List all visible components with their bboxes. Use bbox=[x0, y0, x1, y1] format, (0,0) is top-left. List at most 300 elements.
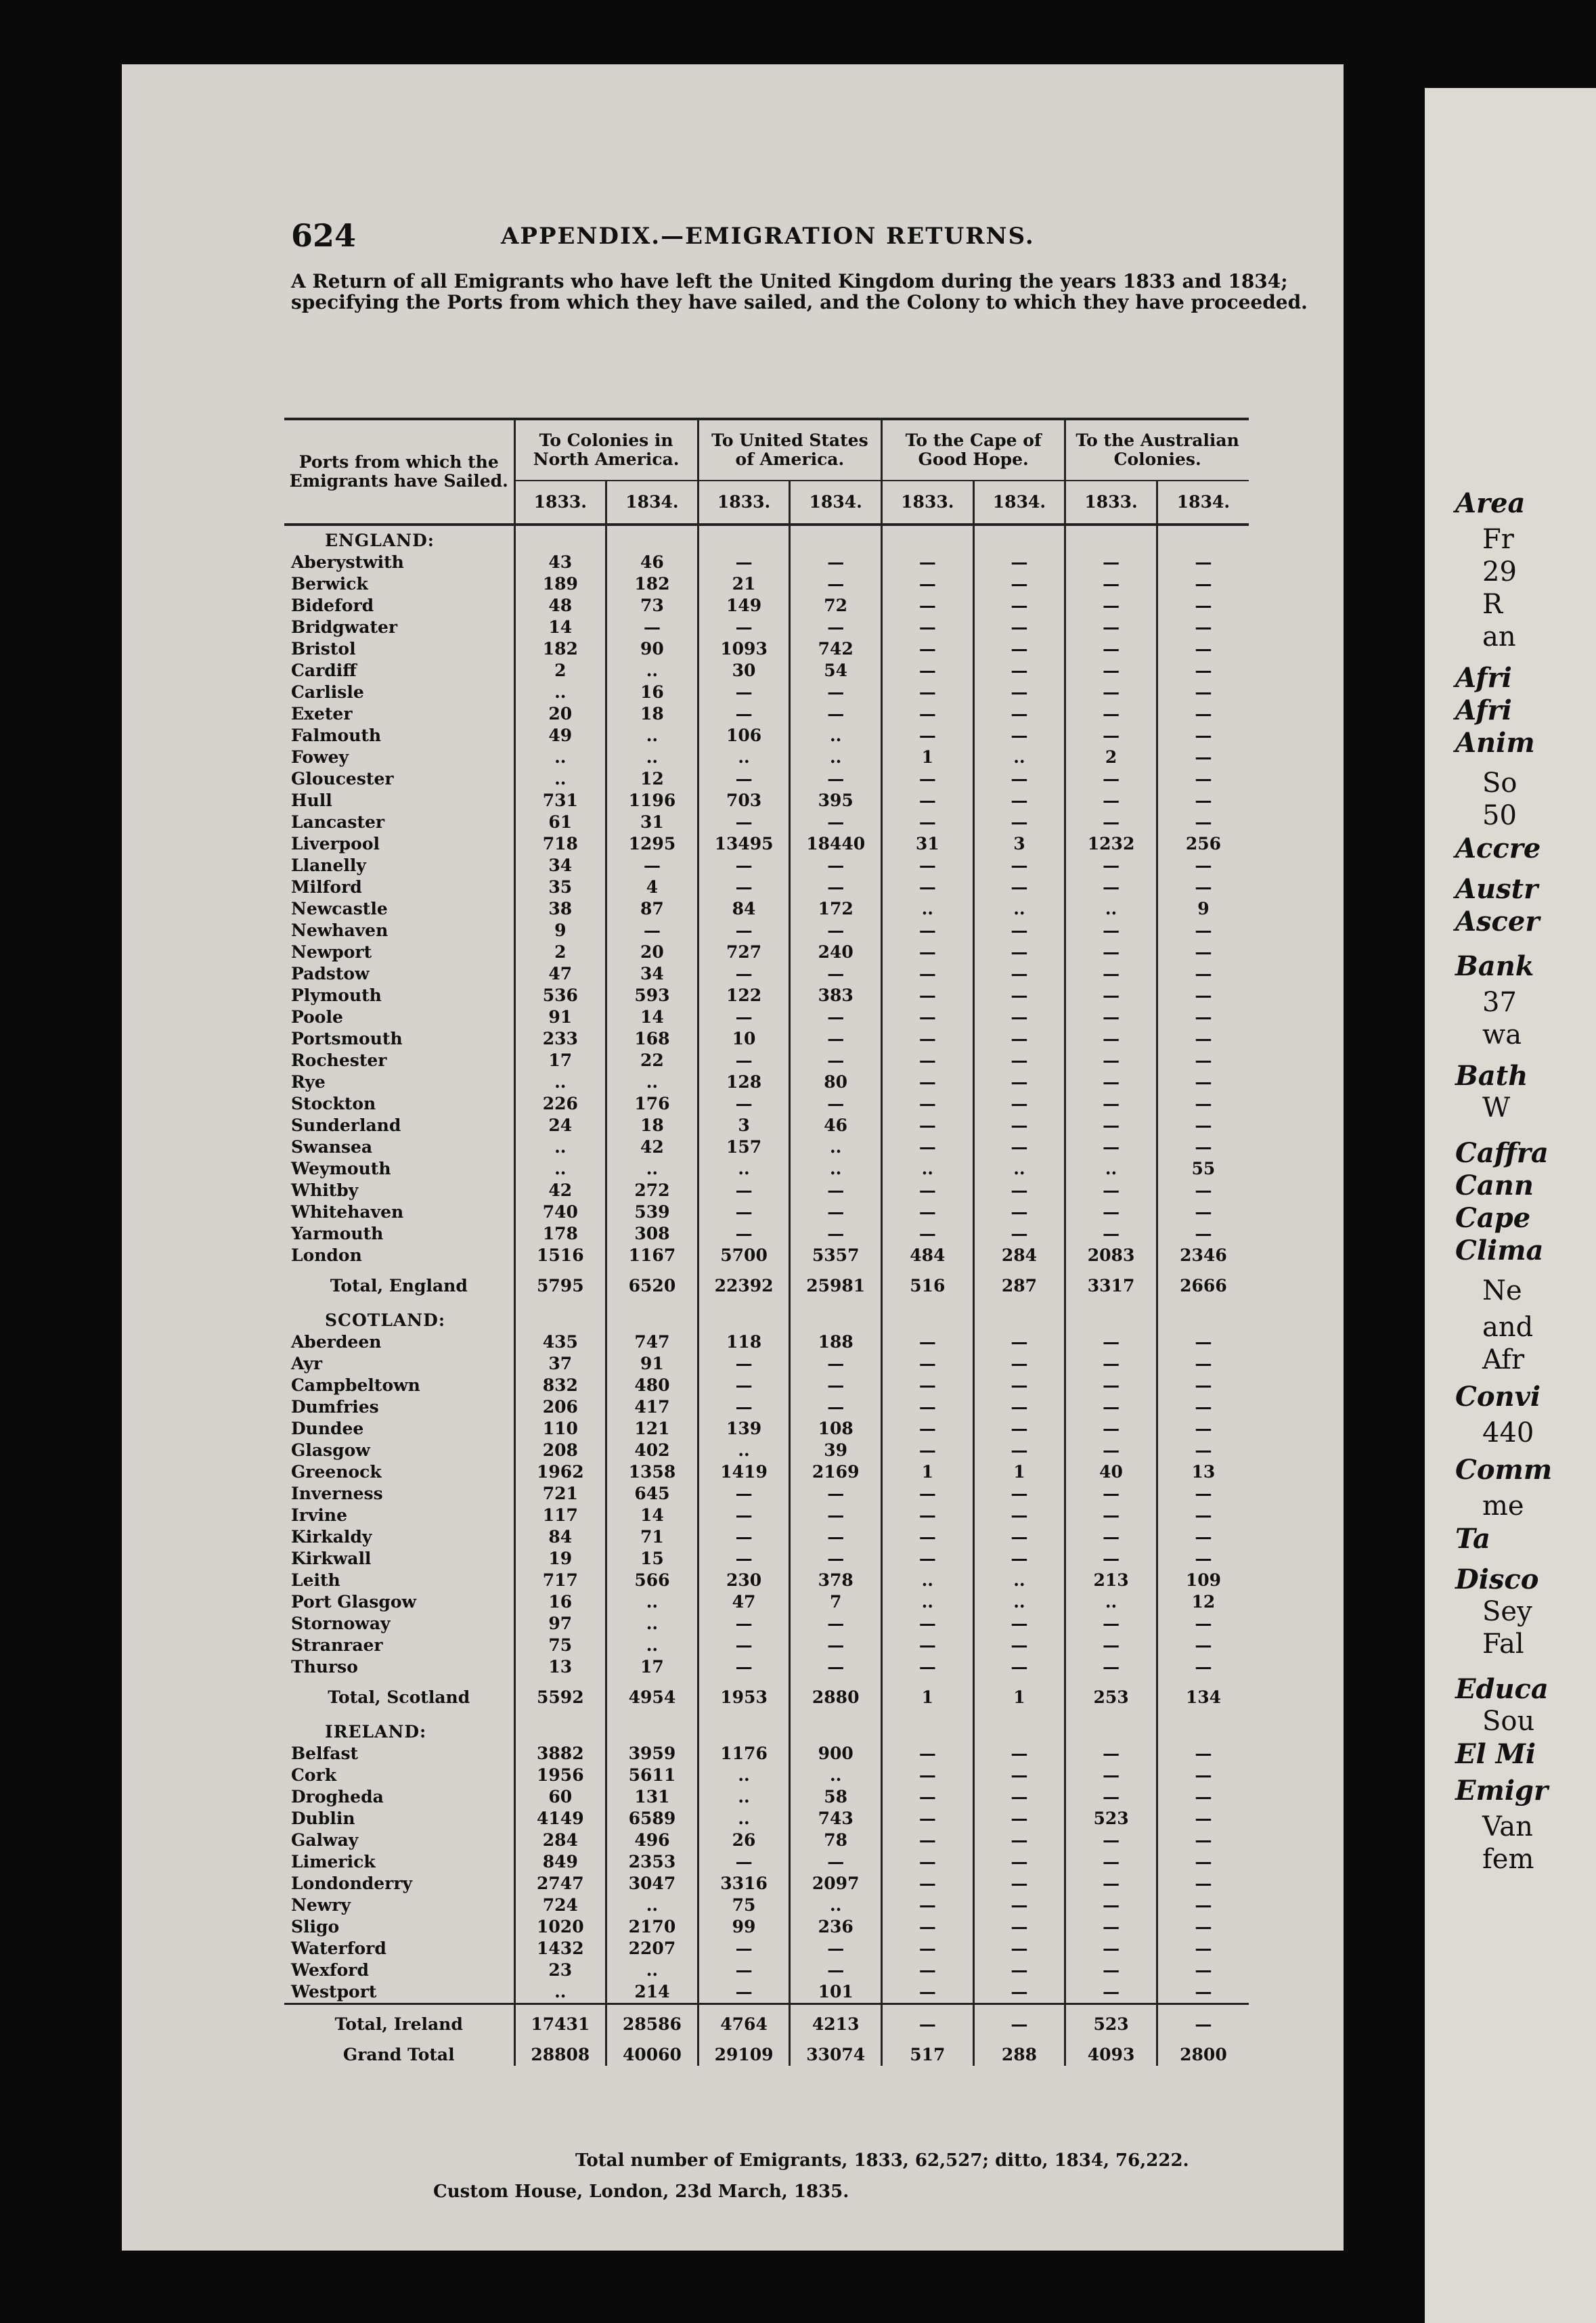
value-cell: — bbox=[698, 1353, 790, 1375]
value-cell: — bbox=[973, 1765, 1065, 1786]
value-cell: 721 bbox=[514, 1483, 606, 1505]
value-cell: 13495 bbox=[698, 833, 790, 855]
index-entry: and bbox=[1482, 1312, 1534, 1343]
value-cell: — bbox=[882, 1071, 974, 1093]
value-cell: 110 bbox=[514, 1418, 606, 1440]
value-cell: — bbox=[1065, 877, 1157, 898]
value-cell: — bbox=[1065, 942, 1157, 963]
value-cell: — bbox=[698, 855, 790, 877]
value-cell: — bbox=[1065, 1916, 1157, 1938]
value-cell: — bbox=[882, 1331, 974, 1353]
value-cell: 122 bbox=[698, 985, 790, 1006]
empty-cell bbox=[514, 1717, 606, 1743]
value-cell: .. bbox=[514, 768, 606, 790]
value-cell: — bbox=[1065, 725, 1157, 747]
value-cell: — bbox=[1065, 1223, 1157, 1245]
port-name: Thurso bbox=[291, 1657, 358, 1677]
value-cell: 645 bbox=[606, 1483, 699, 1505]
year-header: 1834. bbox=[973, 481, 1065, 525]
value-cell: — bbox=[1157, 1136, 1249, 1158]
value-cell: — bbox=[790, 1613, 882, 1635]
index-entry: Convi bbox=[1455, 1381, 1541, 1413]
value-cell: — bbox=[882, 595, 974, 617]
value-cell: 724 bbox=[514, 1895, 606, 1916]
index-entry: Caffra bbox=[1455, 1137, 1549, 1169]
value-cell: 97 bbox=[514, 1613, 606, 1635]
page-header bbox=[122, 217, 1344, 258]
value-cell: — bbox=[698, 1006, 790, 1028]
value-cell: — bbox=[1157, 877, 1249, 898]
value-cell: — bbox=[1065, 1375, 1157, 1396]
value-cell: 38 bbox=[514, 898, 606, 920]
value-cell: — bbox=[1065, 595, 1157, 617]
value-cell: — bbox=[698, 963, 790, 985]
table-row bbox=[284, 1331, 1249, 1353]
value-cell: .. bbox=[1065, 898, 1157, 920]
value-cell: — bbox=[1157, 790, 1249, 812]
table-row bbox=[284, 617, 1249, 638]
value-cell: — bbox=[698, 1938, 790, 1960]
table-row bbox=[284, 1916, 1249, 1938]
value-cell: — bbox=[1065, 1071, 1157, 1093]
value-cell: — bbox=[1065, 1938, 1157, 1960]
value-cell: — bbox=[1157, 1743, 1249, 1765]
value-cell: — bbox=[1065, 1635, 1157, 1656]
value-cell: 2169 bbox=[790, 1461, 882, 1483]
index-entry: Sey bbox=[1482, 1596, 1532, 1627]
value-cell: .. bbox=[606, 1960, 699, 1981]
table-row bbox=[284, 1743, 1249, 1765]
table-row bbox=[284, 1050, 1249, 1071]
port-name: Stranraer bbox=[291, 1635, 383, 1655]
port-name: Berwick bbox=[291, 574, 368, 594]
value-cell: — bbox=[882, 638, 974, 660]
value-cell: — bbox=[1065, 660, 1157, 682]
value-cell: — bbox=[698, 1635, 790, 1656]
empty-cell bbox=[973, 1717, 1065, 1743]
value-cell: — bbox=[790, 768, 882, 790]
value-cell: 2083 bbox=[1065, 1245, 1157, 1266]
total-value: 287 bbox=[973, 1266, 1065, 1306]
port-name: Hull bbox=[291, 791, 332, 810]
value-cell: 157 bbox=[698, 1136, 790, 1158]
value-cell: — bbox=[882, 617, 974, 638]
port-name: Rye bbox=[291, 1072, 326, 1092]
value-cell: — bbox=[1157, 617, 1249, 638]
value-cell: — bbox=[973, 1071, 1065, 1093]
index-entry: Ta bbox=[1455, 1523, 1490, 1555]
value-cell: 900 bbox=[790, 1743, 882, 1765]
value-cell: 30 bbox=[698, 660, 790, 682]
value-cell: 740 bbox=[514, 1201, 606, 1223]
total-value: 1 bbox=[973, 1678, 1065, 1717]
empty-cell bbox=[790, 525, 882, 552]
value-cell: 13 bbox=[514, 1656, 606, 1678]
empty-cell bbox=[1065, 1717, 1157, 1743]
value-cell: — bbox=[790, 1201, 882, 1223]
index-entry: Fal bbox=[1482, 1629, 1524, 1660]
index-entry: Disco bbox=[1455, 1564, 1539, 1595]
value-cell: 1 bbox=[882, 1461, 974, 1483]
value-cell: — bbox=[973, 703, 1065, 725]
value-cell: — bbox=[882, 1873, 974, 1895]
value-cell: 80 bbox=[790, 1071, 882, 1093]
value-cell: — bbox=[1065, 985, 1157, 1006]
value-cell: — bbox=[1157, 1440, 1249, 1461]
value-cell: .. bbox=[973, 898, 1065, 920]
value-cell: — bbox=[1065, 812, 1157, 833]
empty-cell bbox=[606, 525, 699, 552]
group-header: To Colonies in North America. bbox=[514, 419, 698, 481]
value-cell: 5611 bbox=[606, 1765, 699, 1786]
value-cell: — bbox=[882, 1938, 974, 1960]
value-cell: — bbox=[973, 1916, 1065, 1938]
value-cell: 1358 bbox=[606, 1461, 699, 1483]
value-cell: 272 bbox=[606, 1180, 699, 1201]
value-cell: 47 bbox=[698, 1591, 790, 1613]
value-cell: — bbox=[882, 1808, 974, 1830]
index-entry: Sou bbox=[1482, 1706, 1535, 1737]
page-number: 624 bbox=[291, 217, 357, 254]
value-cell: — bbox=[1157, 768, 1249, 790]
table-row bbox=[284, 920, 1249, 942]
value-cell: 118 bbox=[698, 1331, 790, 1353]
value-cell: — bbox=[790, 1656, 882, 1678]
table-row bbox=[284, 595, 1249, 617]
section-heading-row bbox=[284, 1717, 1249, 1743]
value-cell: — bbox=[973, 1743, 1065, 1765]
value-cell: — bbox=[973, 552, 1065, 573]
value-cell: — bbox=[973, 1981, 1065, 2004]
value-cell: 308 bbox=[606, 1223, 699, 1245]
total-row bbox=[284, 1678, 1249, 1717]
footer-place: Custom House, London, 23d March, 1835. bbox=[433, 2182, 849, 2202]
value-cell: — bbox=[973, 963, 1065, 985]
section-heading: ENGLAND: bbox=[325, 531, 435, 550]
value-cell: — bbox=[882, 1180, 974, 1201]
value-cell: 101 bbox=[790, 1981, 882, 2004]
value-cell: 18 bbox=[606, 1115, 699, 1136]
index-entry: Emigr bbox=[1455, 1775, 1549, 1807]
total-value: 2666 bbox=[1157, 1266, 1249, 1306]
value-cell: — bbox=[882, 812, 974, 833]
value-cell: .. bbox=[606, 1635, 699, 1656]
value-cell: — bbox=[882, 1136, 974, 1158]
value-cell: — bbox=[882, 573, 974, 595]
value-cell: 214 bbox=[606, 1981, 699, 2004]
value-cell: — bbox=[698, 1375, 790, 1396]
value-cell: .. bbox=[606, 1613, 699, 1635]
value-cell: 1962 bbox=[514, 1461, 606, 1483]
value-cell: — bbox=[882, 1353, 974, 1375]
value-cell: — bbox=[973, 1223, 1065, 1245]
table-row bbox=[284, 1440, 1249, 1461]
value-cell: .. bbox=[606, 1158, 699, 1180]
table-row bbox=[284, 1353, 1249, 1375]
table-row bbox=[284, 1570, 1249, 1591]
port-name: Lancaster bbox=[291, 812, 385, 832]
port-name: Dundee bbox=[291, 1419, 364, 1438]
total-value: 22392 bbox=[698, 1266, 790, 1306]
index-entry: Afri bbox=[1455, 694, 1512, 726]
table-row bbox=[284, 1613, 1249, 1635]
value-cell: .. bbox=[790, 1158, 882, 1180]
value-cell: — bbox=[1065, 1526, 1157, 1548]
total-value: 4764 bbox=[698, 2004, 790, 2045]
value-cell: — bbox=[973, 1656, 1065, 1678]
table-row bbox=[284, 1028, 1249, 1050]
value-cell: — bbox=[1157, 1635, 1249, 1656]
value-cell: — bbox=[698, 682, 790, 703]
value-cell: — bbox=[1065, 1851, 1157, 1873]
value-cell: — bbox=[698, 1483, 790, 1505]
value-cell: .. bbox=[606, 725, 699, 747]
value-cell: — bbox=[973, 1028, 1065, 1050]
value-cell: 73 bbox=[606, 595, 699, 617]
value-cell: 3 bbox=[973, 833, 1065, 855]
value-cell: 230 bbox=[698, 1570, 790, 1591]
value-cell: — bbox=[698, 552, 790, 573]
total-label: Total, Scotland bbox=[328, 1687, 470, 1707]
value-cell: — bbox=[790, 1353, 882, 1375]
index-entry: 37 bbox=[1482, 987, 1517, 1018]
table-row bbox=[284, 1115, 1249, 1136]
value-cell: — bbox=[1157, 812, 1249, 833]
value-cell: — bbox=[1065, 1396, 1157, 1418]
total-value: 516 bbox=[882, 1266, 974, 1306]
value-cell: — bbox=[1065, 1006, 1157, 1028]
grand-total-value: 4093 bbox=[1065, 2044, 1157, 2066]
grand-total-value: 517 bbox=[882, 2044, 974, 2066]
value-cell: 91 bbox=[514, 1006, 606, 1028]
value-cell: — bbox=[1157, 1353, 1249, 1375]
value-cell: 23 bbox=[514, 1960, 606, 1981]
value-cell: — bbox=[790, 1006, 882, 1028]
value-cell: 256 bbox=[1157, 833, 1249, 855]
value-cell: 31 bbox=[882, 833, 974, 855]
empty-cell bbox=[698, 525, 790, 552]
value-cell: 1167 bbox=[606, 1245, 699, 1266]
value-cell: 106 bbox=[698, 725, 790, 747]
total-value: 6520 bbox=[606, 1266, 699, 1306]
value-cell: — bbox=[973, 790, 1065, 812]
value-cell: — bbox=[1157, 1613, 1249, 1635]
total-label: Total, England bbox=[330, 1276, 468, 1296]
index-entry: Ne bbox=[1482, 1275, 1522, 1306]
value-cell: .. bbox=[790, 1765, 882, 1786]
grand-total-value: 28808 bbox=[514, 2044, 606, 2066]
value-cell: .. bbox=[790, 747, 882, 768]
value-cell: — bbox=[973, 1093, 1065, 1115]
value-cell: — bbox=[882, 1115, 974, 1136]
value-cell: 284 bbox=[973, 1245, 1065, 1266]
value-cell: 75 bbox=[514, 1635, 606, 1656]
empty-cell bbox=[1157, 1717, 1249, 1743]
value-cell: — bbox=[882, 877, 974, 898]
value-cell: 2097 bbox=[790, 1873, 882, 1895]
value-cell: 17 bbox=[606, 1656, 699, 1678]
port-name: Sunderland bbox=[291, 1115, 401, 1135]
value-cell: 10 bbox=[698, 1028, 790, 1050]
empty-cell bbox=[514, 1306, 606, 1331]
value-cell: — bbox=[790, 573, 882, 595]
value-cell: 1196 bbox=[606, 790, 699, 812]
value-cell: 42 bbox=[606, 1136, 699, 1158]
value-cell: — bbox=[882, 920, 974, 942]
total-value: 1953 bbox=[698, 1678, 790, 1717]
value-cell: — bbox=[1065, 1656, 1157, 1678]
value-cell: .. bbox=[606, 1071, 699, 1093]
value-cell: 383 bbox=[790, 985, 882, 1006]
value-cell: 24 bbox=[514, 1115, 606, 1136]
table-row bbox=[284, 1006, 1249, 1028]
table-row bbox=[284, 660, 1249, 682]
port-name: Stockton bbox=[291, 1094, 376, 1113]
table-row bbox=[284, 1873, 1249, 1895]
value-cell: 117 bbox=[514, 1505, 606, 1526]
value-cell: 9 bbox=[514, 920, 606, 942]
port-name: Londonderry bbox=[291, 1874, 413, 1893]
port-name: Westport bbox=[291, 1982, 377, 2001]
value-cell: 566 bbox=[606, 1570, 699, 1591]
value-cell: — bbox=[882, 1201, 974, 1223]
value-cell: — bbox=[790, 855, 882, 877]
table-row bbox=[284, 1981, 1249, 2004]
table-row bbox=[284, 703, 1249, 725]
value-cell: — bbox=[882, 1050, 974, 1071]
value-cell: — bbox=[1065, 1830, 1157, 1851]
value-cell: — bbox=[882, 1505, 974, 1526]
total-value: 2880 bbox=[790, 1678, 882, 1717]
value-cell: 91 bbox=[606, 1353, 699, 1375]
value-cell: — bbox=[973, 1635, 1065, 1656]
value-cell: — bbox=[973, 1960, 1065, 1981]
value-cell: — bbox=[973, 1526, 1065, 1548]
value-cell: — bbox=[1157, 1548, 1249, 1570]
port-name: Wexford bbox=[291, 1960, 369, 1980]
total-value: — bbox=[1157, 2004, 1249, 2045]
index-entry: Bath bbox=[1455, 1060, 1528, 1092]
total-value: 17431 bbox=[514, 2004, 606, 2045]
empty-cell bbox=[514, 525, 606, 552]
value-cell: — bbox=[973, 1613, 1065, 1635]
value-cell: .. bbox=[514, 682, 606, 703]
value-cell: — bbox=[973, 660, 1065, 682]
total-value: 523 bbox=[1065, 2004, 1157, 2045]
table-row bbox=[284, 1136, 1249, 1158]
value-cell: — bbox=[1065, 1050, 1157, 1071]
value-cell: .. bbox=[1065, 1158, 1157, 1180]
value-cell: — bbox=[698, 768, 790, 790]
value-cell: — bbox=[973, 812, 1065, 833]
value-cell: — bbox=[882, 1635, 974, 1656]
port-name: Dublin bbox=[291, 1809, 355, 1828]
port-name: Swansea bbox=[291, 1137, 373, 1157]
value-cell: .. bbox=[606, 1591, 699, 1613]
value-cell: — bbox=[790, 963, 882, 985]
value-cell: — bbox=[882, 1895, 974, 1916]
value-cell: — bbox=[973, 1808, 1065, 1830]
value-cell: — bbox=[1157, 1895, 1249, 1916]
value-cell: — bbox=[698, 1050, 790, 1071]
value-cell: — bbox=[790, 1851, 882, 1873]
value-cell: — bbox=[1157, 1483, 1249, 1505]
index-entry: Ascer bbox=[1455, 906, 1540, 937]
value-cell: — bbox=[1157, 1093, 1249, 1115]
table-row bbox=[284, 1201, 1249, 1223]
port-name: Ayr bbox=[291, 1354, 323, 1373]
port-name: Irvine bbox=[291, 1505, 347, 1525]
index-entry: Cape bbox=[1455, 1202, 1531, 1234]
value-cell: 47 bbox=[514, 963, 606, 985]
grand-total-value: 2800 bbox=[1157, 2044, 1249, 2066]
value-cell: 435 bbox=[514, 1331, 606, 1353]
table-row bbox=[284, 1938, 1249, 1960]
value-cell: — bbox=[882, 1981, 974, 2004]
value-cell: — bbox=[973, 725, 1065, 747]
table-row bbox=[284, 877, 1249, 898]
port-name: Newry bbox=[291, 1895, 351, 1915]
value-cell: — bbox=[973, 1938, 1065, 1960]
port-name: Yarmouth bbox=[291, 1224, 384, 1243]
value-cell: — bbox=[1157, 660, 1249, 682]
value-cell: — bbox=[973, 768, 1065, 790]
empty-cell bbox=[1065, 525, 1157, 552]
value-cell: 206 bbox=[514, 1396, 606, 1418]
value-cell: — bbox=[882, 725, 974, 747]
value-cell: — bbox=[882, 1830, 974, 1851]
value-cell: — bbox=[1157, 1981, 1249, 2004]
value-cell: — bbox=[1157, 1223, 1249, 1245]
value-cell: 19 bbox=[514, 1548, 606, 1570]
table-row bbox=[284, 1505, 1249, 1526]
value-cell: .. bbox=[514, 1158, 606, 1180]
port-name: Glasgow bbox=[291, 1440, 370, 1460]
grand-total-value: 29109 bbox=[698, 2044, 790, 2066]
table-row bbox=[284, 1461, 1249, 1483]
value-cell: — bbox=[882, 1786, 974, 1808]
table-row bbox=[284, 1071, 1249, 1093]
value-cell: — bbox=[1065, 573, 1157, 595]
value-cell: — bbox=[698, 703, 790, 725]
value-cell: — bbox=[790, 877, 882, 898]
value-cell: — bbox=[1065, 1353, 1157, 1375]
value-cell: 3 bbox=[698, 1115, 790, 1136]
value-cell: 182 bbox=[514, 638, 606, 660]
value-cell: — bbox=[882, 682, 974, 703]
table-row bbox=[284, 833, 1249, 855]
value-cell: — bbox=[698, 617, 790, 638]
port-name: Sligo bbox=[291, 1917, 340, 1937]
table-row bbox=[284, 768, 1249, 790]
value-cell: — bbox=[1157, 747, 1249, 768]
table-row bbox=[284, 1591, 1249, 1613]
value-cell: 213 bbox=[1065, 1570, 1157, 1591]
value-cell: — bbox=[1157, 573, 1249, 595]
empty-cell bbox=[973, 525, 1065, 552]
value-cell: 233 bbox=[514, 1028, 606, 1050]
value-cell: 536 bbox=[514, 985, 606, 1006]
value-cell: — bbox=[1065, 1331, 1157, 1353]
value-cell: — bbox=[790, 1938, 882, 1960]
value-cell: — bbox=[973, 638, 1065, 660]
value-cell: — bbox=[1065, 1765, 1157, 1786]
table-row bbox=[284, 1483, 1249, 1505]
value-cell: 1295 bbox=[606, 833, 699, 855]
table-row bbox=[284, 1765, 1249, 1786]
value-cell: 34 bbox=[514, 855, 606, 877]
value-cell: — bbox=[1065, 1418, 1157, 1440]
